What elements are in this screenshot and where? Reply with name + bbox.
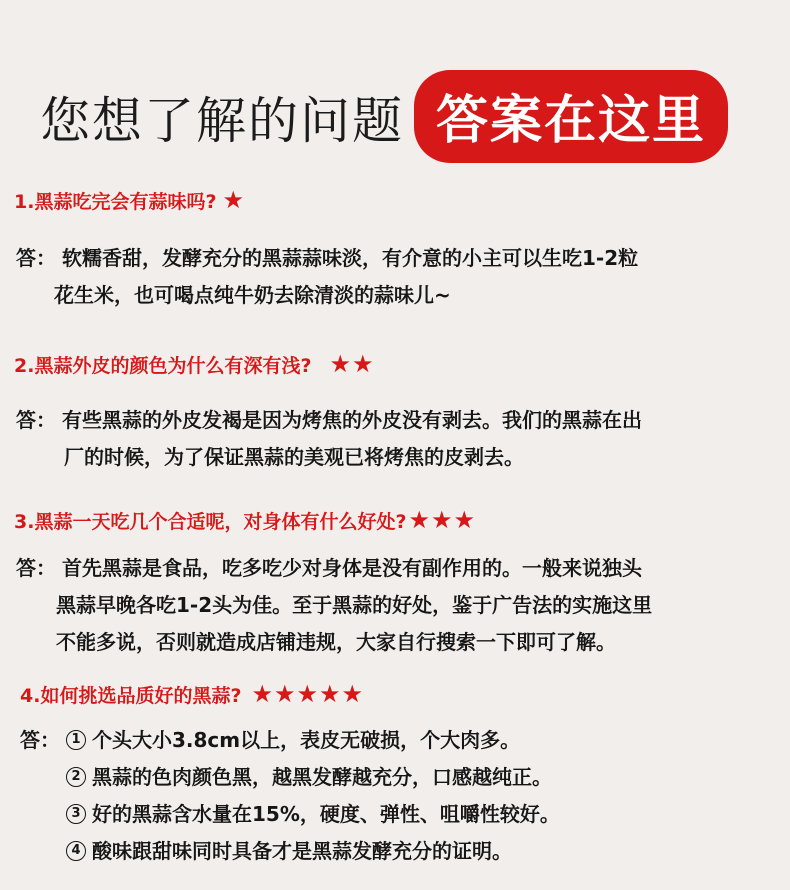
circled-number-icon: 3: [66, 804, 86, 824]
list-item-text: 好的黑蒜含水量在15%，硬度、弹性、咀嚼性较好。: [92, 802, 560, 826]
answer-line: 厂的时候，为了保证黑蒜的美观已将烤焦的皮剥去。: [64, 445, 524, 469]
question-text: 2.黑蒜外皮的颜色为什么有深有浅?: [14, 354, 312, 377]
answer-line: 花生米，也可喝点纯牛奶去除清淡的蒜味儿~: [54, 283, 451, 307]
answer-line: 首先黑蒜是食品，吃多吃少对身体是没有副作用的。一般来说独头: [62, 556, 642, 580]
circled-number-icon: 4: [66, 841, 86, 861]
qa-item-4: [0, 680, 790, 870]
question-2: [0, 350, 790, 378]
title-badge: 答案在这里: [414, 70, 728, 163]
question-text: 4.如何挑选品质好的黑蒜?: [20, 684, 242, 707]
list-item-text: 黑蒜的色肉颜色黑，越黑发酵越充分，口感越纯正。: [92, 765, 552, 789]
answer-line: 有些黑蒜的外皮发褐是因为烤焦的外皮没有剥去。我们的黑蒜在出: [62, 408, 642, 432]
answer-label: 答：: [16, 246, 56, 270]
answer-1: [0, 240, 790, 314]
answer-line: 不能多说，否则就造成店铺违规，大家自行搜索一下即可了解。: [56, 630, 616, 654]
circled-number-icon: 2: [66, 767, 86, 787]
question-text: 3.黑蒜一天吃几个合适呢，对身体有什么好处?: [14, 510, 407, 533]
list-item-text: 个头大小3.8cm以上，表皮无破损，个大肉多。: [92, 728, 521, 752]
question-1: [0, 186, 790, 214]
page-header: [40, 70, 728, 163]
star-rating-icon: ★★★★★: [251, 680, 365, 708]
answer-list-item: [66, 796, 756, 833]
answer-list-item: [66, 759, 756, 796]
qa-item-2: [0, 350, 790, 476]
answer-label: 答：: [20, 728, 60, 752]
answer-2: [0, 402, 790, 476]
qa-item-3: [0, 506, 790, 661]
star-rating-icon: ★: [222, 186, 245, 214]
answer-list-item: [66, 833, 756, 870]
answer-line: 黑蒜早晚各吃1-2头为佳。至于黑蒜的好处，鉴于广告法的实施这里: [56, 593, 653, 617]
answer-list-item: [66, 722, 756, 759]
answer-4: [0, 722, 790, 870]
question-3: [0, 506, 790, 534]
question-text: 1.黑蒜吃完会有蒜味吗?: [14, 190, 217, 213]
circled-number-icon: 1: [66, 730, 86, 750]
qa-item-1: [0, 186, 790, 314]
page-title: 您想了解的问题: [40, 91, 404, 150]
star-rating-icon: ★★: [329, 350, 375, 378]
question-4: [0, 680, 790, 708]
answer-label: 答：: [16, 408, 56, 432]
list-item-text: 酸味跟甜味同时具备才是黑蒜发酵充分的证明。: [92, 839, 512, 863]
answer-label: 答：: [16, 556, 56, 580]
answer-3: [0, 550, 790, 661]
star-rating-icon: ★★★: [408, 506, 477, 534]
answer-line: 软糯香甜，发酵充分的黑蒜蒜味淡，有介意的小主可以生吃1-2粒: [62, 246, 639, 270]
